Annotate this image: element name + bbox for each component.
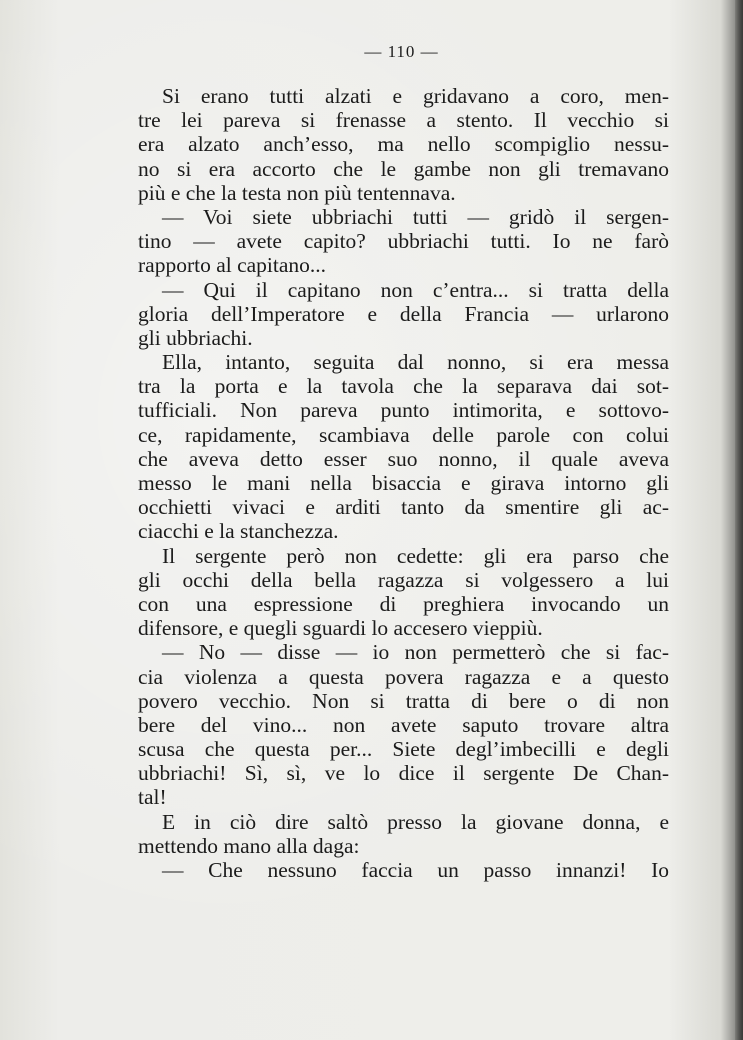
body-text (138, 84, 669, 882)
text-line: gloria dell’Imperatore e della Francia — urlarono (138, 301, 669, 326)
text-line: — Voi siete ubbriachi tutti — gridò il sergen- (162, 204, 669, 229)
text-line: gli ubbriachi. (138, 325, 253, 350)
text-line: Il sergente però non cedette: gli era parso che (162, 543, 669, 568)
text-line: bere del vino... non avete saputo trovare altra (138, 712, 669, 737)
text-line: tra la porta e la tavola che la separava dai sot- (138, 374, 669, 399)
text-line: era alzato anch’esso, ma nello scompiglio nessu- (138, 132, 669, 157)
page-number: — 110 — (364, 42, 439, 61)
text-line: povero vecchio. Non si tratta di bere o di non (138, 688, 669, 713)
text-line: che aveva detto esser suo nonno, il quale aveva (138, 446, 669, 471)
text-line: tal! (138, 785, 167, 810)
text-line: gli occhi della bella ragazza si volgessero a lui (138, 567, 669, 592)
text-line: tino — avete capito? ubbriachi tutti. Io ne farò (138, 229, 669, 254)
text-line: ubbriachi! Sì, sì, ve lo dice il sergente De Chan- (138, 761, 669, 786)
text-line: ciacchi e la stanchezza. (138, 519, 339, 544)
text-line: difensore, e quegli sguardi lo accesero vieppiù. (138, 616, 543, 641)
text-line: più e che la testa non più tentennava. (138, 180, 456, 205)
text-line: mettendo mano alla daga: (138, 833, 360, 858)
text-line: ce, rapidamente, scambiava delle parole con colui (138, 422, 669, 447)
text-line: scusa che questa per... Siete degl’imbecilli e degli (138, 737, 669, 762)
text-line: tufficiali. Non pareva punto intimorita, e sottovo- (138, 398, 669, 423)
text-line: Ella, intanto, seguita dal nonno, si era messa (162, 350, 669, 375)
text-line: — Che nessuno faccia un passo innanzi! Io (162, 858, 669, 882)
text-line: Si erano tutti alzati e gridavano a coro, men- (162, 84, 669, 108)
text-line: cia violenza a questa povera ragazza e a questo (138, 664, 669, 689)
text-line: con una espressione di preghiera invocando un (138, 591, 669, 616)
text-line: no si era accorto che le gambe non gli tremavano (138, 156, 669, 181)
text-line: tre lei pareva si frenasse a stento. Il vecchio si (138, 108, 669, 133)
text-line: messo le mani nella bisaccia e girava intorno gli (138, 471, 669, 495)
text-line: — No — disse — io non permetterò che si fac- (162, 640, 669, 665)
text-line: — Qui il capitano non c’entra... si tratta della (162, 277, 669, 302)
text-line: rapporto al capitano... (138, 253, 327, 278)
text-line: occhietti vivaci e arditi tanto da smentire gli ac- (138, 495, 669, 520)
page-edge-shadow (735, 0, 743, 1040)
text-line: E in ciò dire saltò presso la giovane donna, e (162, 809, 669, 834)
